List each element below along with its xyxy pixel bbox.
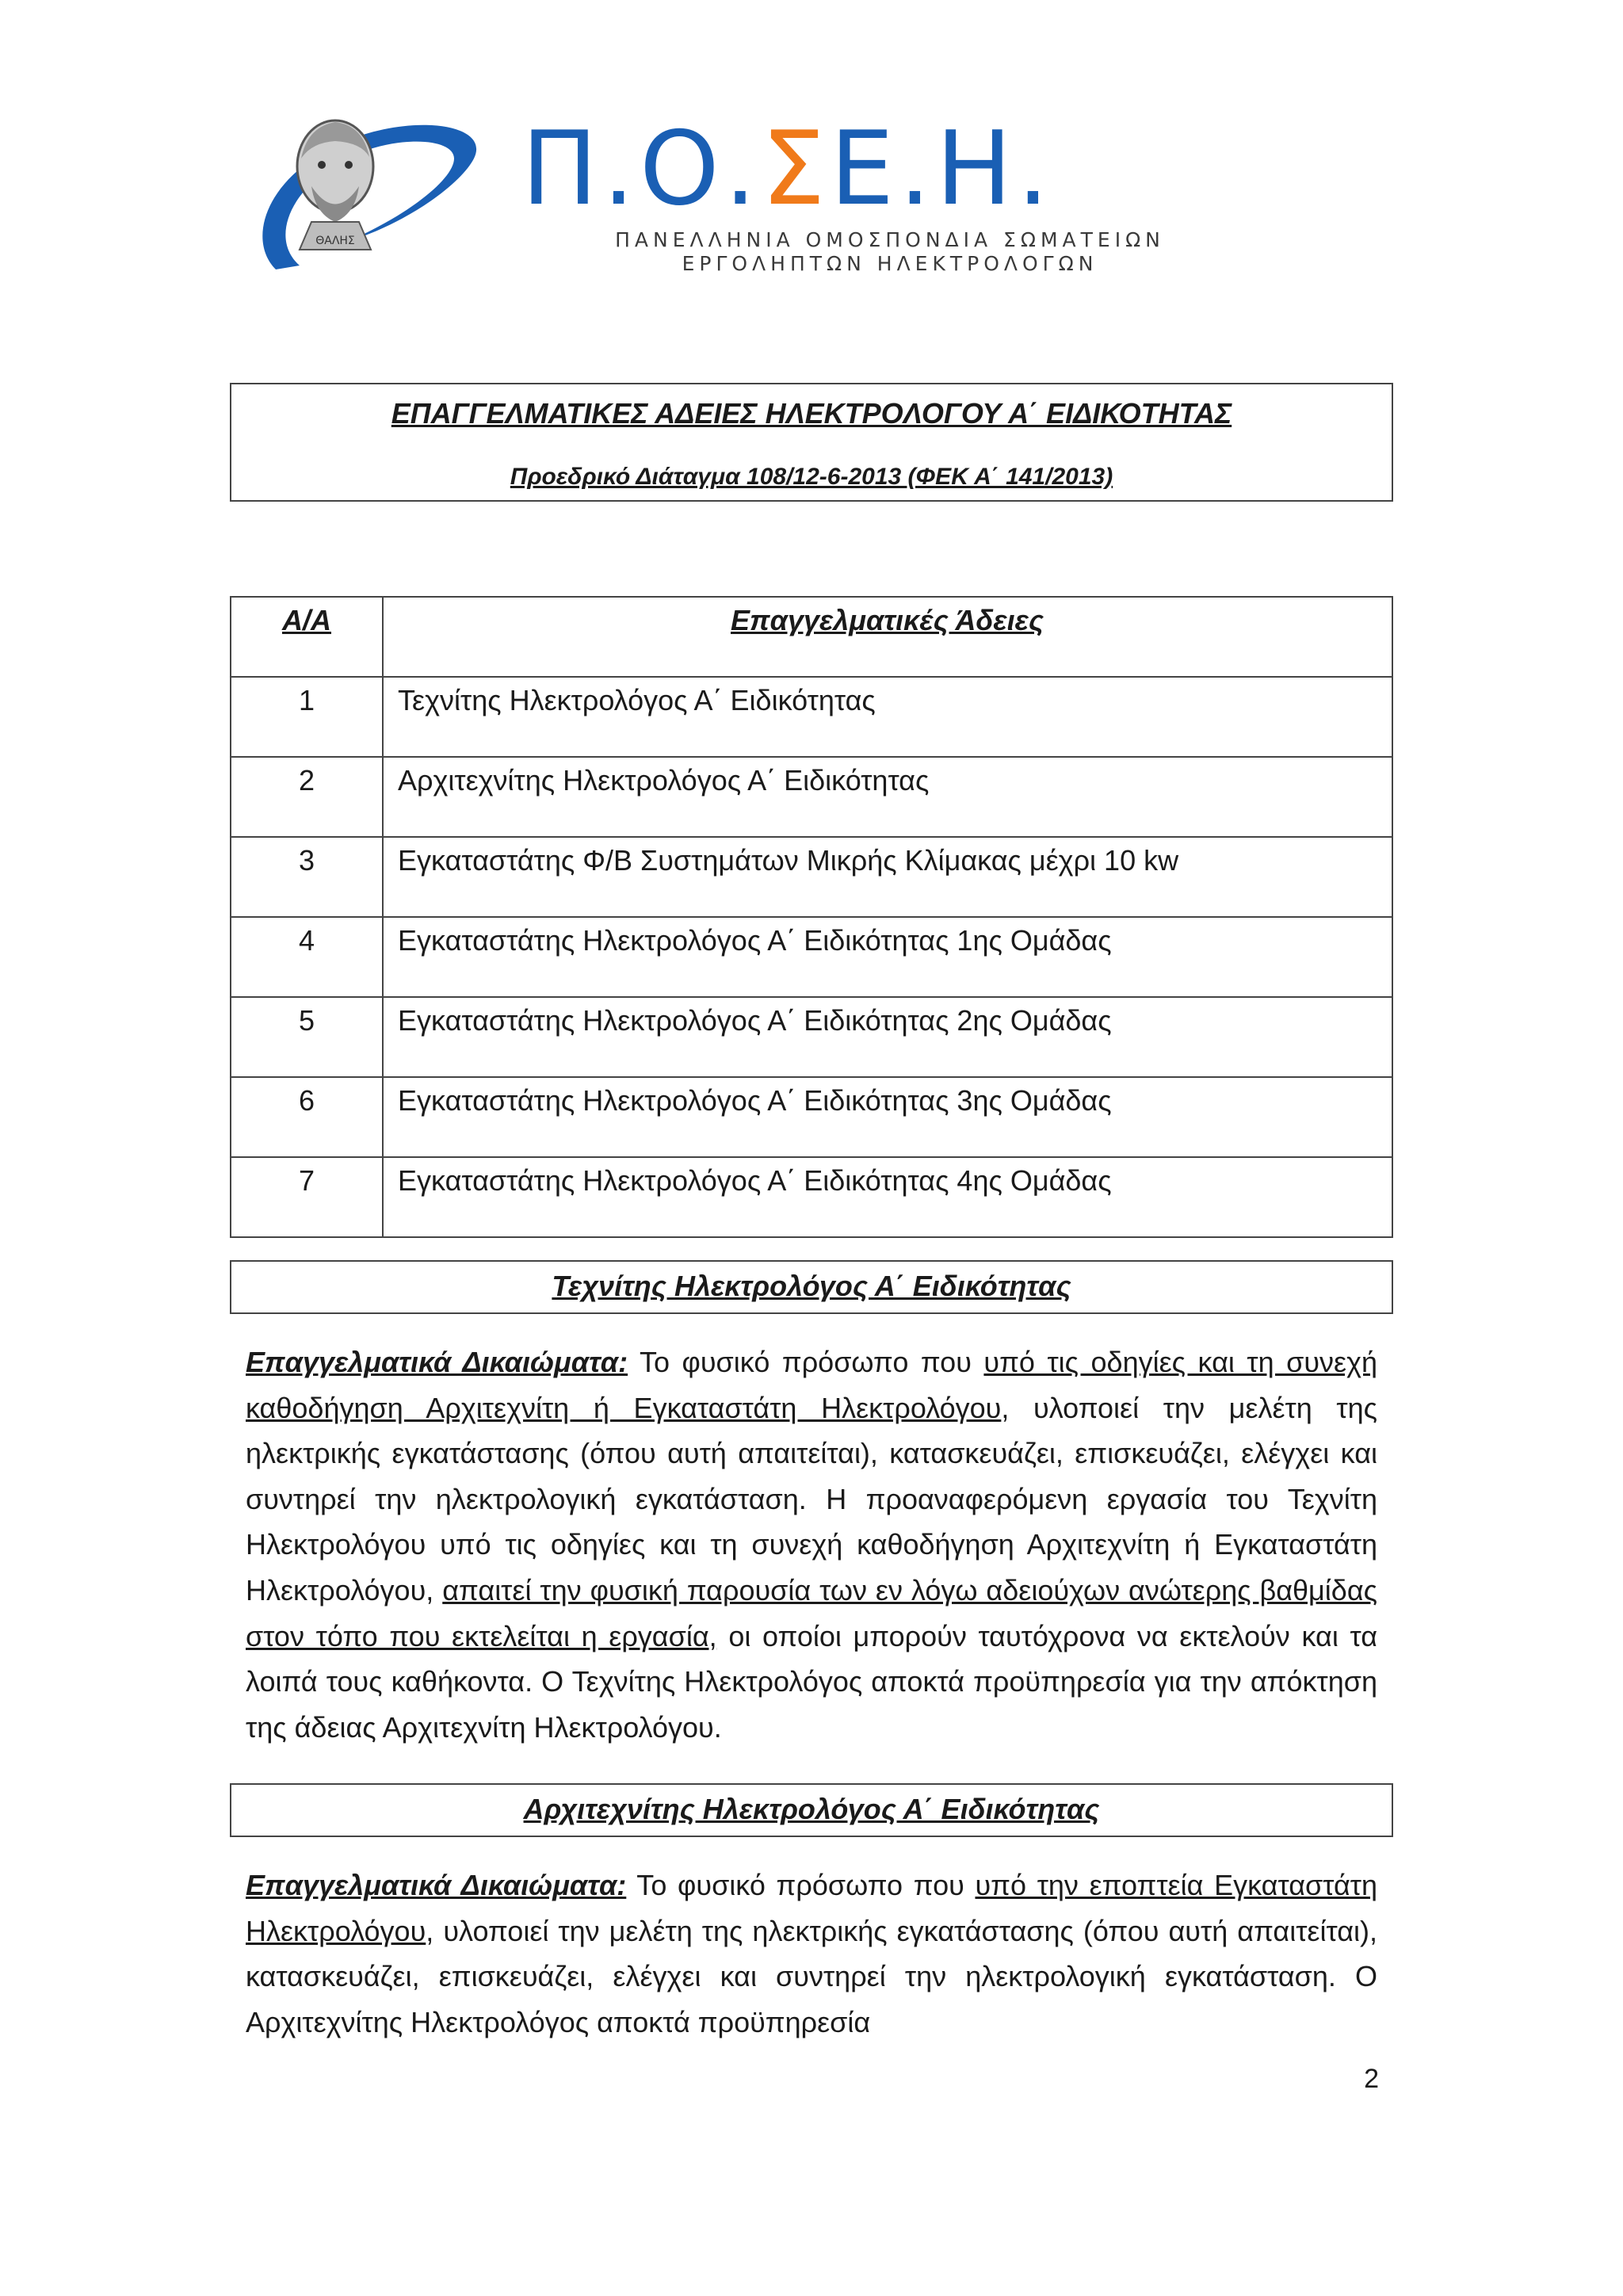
table-row — [231, 1077, 1392, 1157]
column-header-license: Επαγγελματικές Άδειες — [383, 597, 1392, 677]
section-body-technician — [246, 1339, 1377, 1750]
document-title: ΕΠΑΓΓΕΛΜΑΤΙΚΕΣ ΑΔΕΙΕΣ ΗΛΕΚΤΡΟΛΟΓΟΥ Α΄ ΕΙΔΙΚΟΤΗΤΑΣ — [391, 397, 1232, 430]
body-text: Το φυσικό πρόσωπο που — [628, 1346, 984, 1378]
underlined-text: υπό την εποπτεία Εγκαταστάτη Ηλεκτρολόγου — [246, 1869, 1377, 1947]
thales-emblem-logo — [252, 103, 482, 285]
row-license-name: Εγκαταστάτης Ηλεκτρολόγος Α΄ Ειδικότητας 3ης Ομάδας — [383, 1077, 1392, 1157]
table-row — [231, 677, 1392, 757]
brand-subtitle-line2: ΕΡΓΟΛΗΠΤΩΝ ΗΛΕΚΤΡΟΛΟΓΩΝ — [682, 252, 1098, 275]
row-license-name: Εγκαταστάτης Ηλεκτρολόγος Α΄ Ειδικότητας 1ης Ομάδας — [383, 917, 1392, 997]
emblem-label: ΘΑΛΗΣ — [315, 235, 355, 247]
table-header-row — [231, 597, 1392, 677]
table-row — [231, 917, 1392, 997]
brand-block — [521, 110, 1266, 285]
section-body-master-technician — [246, 1862, 1377, 2045]
title-box — [230, 383, 1393, 502]
body-text: οι οποίοι μπορούν ταυτόχρονα να εκτελούν και τα λοιπά τους καθήκοντα. Ο Τεχνίτης Ηλεκτρολόγος αποκτά προϋπηρεσία για την απόκτηση της άδειας Αρχιτεχνίτη Ηλεκτρολόγου. — [246, 1619, 1378, 1744]
row-number: 6 — [231, 1077, 383, 1157]
row-license-name: Τεχνίτης Ηλεκτρολόγος Α΄ Ειδικότητας — [383, 677, 1392, 757]
section-heading-technician: Τεχνίτης Ηλεκτρολόγος Α΄ Ειδικότητας — [230, 1260, 1393, 1314]
row-license-name: Αρχιτεχνίτης Ηλεκτρολόγος Α΄ Ειδικότητας — [383, 757, 1392, 837]
brand-subtitle-line1: ΠΑΝΕΛΛΗΝΙΑ ΟΜΟΣΠΟΝΔΙΑ ΣΩΜΑΤΕΙΩΝ — [615, 228, 1165, 251]
table-row — [231, 757, 1392, 837]
row-number: 7 — [231, 1157, 383, 1237]
document-subtitle: Προεδρικό Διάταγμα 108/12-6-2013 (ΦΕΚ Α΄ 141/2013) — [510, 464, 1113, 490]
row-number: 1 — [231, 677, 383, 757]
table-row — [231, 997, 1392, 1077]
underlined-text: απαιτεί την φυσική παρουσία των εν λόγω αδειούχων ανώτερης βαθμίδας στον τόπο που εκτελείται η εργασία, — [246, 1573, 1377, 1652]
bust-eye-right — [345, 161, 353, 169]
row-number: 4 — [231, 917, 383, 997]
bust-eye-left — [318, 161, 326, 169]
column-header-number: Α/Α — [231, 597, 383, 677]
body-text: , υλοποιεί την μελέτη της ηλεκτρικής εγκατάστασης (όπου αυτή απαιτείται), κατασκευάζει, επισκευάζει, ελέγχει και συντηρεί την ηλεκτρολογική εγκατάσταση. Η προαναφερόμενη εργασία του Τεχνίτη Ηλεκτρολόγου υπό τις οδηγίες και τη συνεχή καθοδήγηση Αρχιτεχνίτη ή Εγκαταστάτη Ηλεκτρολόγου, — [246, 1391, 1377, 1606]
row-license-name: Εγκαταστάτης Ηλεκτρολόγος Α΄ Ειδικότητας 4ης Ομάδας — [383, 1157, 1392, 1237]
row-number: 5 — [231, 997, 383, 1077]
brand-bolt-letter: Σ — [761, 110, 831, 228]
table-row — [231, 1157, 1392, 1237]
body-text: , υλοποιεί την μελέτη της ηλεκτρικής εγκατάστασης (όπου αυτή απαιτείται), κατασκευάζει, επισκευάζει, ελέγχει και συντηρεί την ηλεκτρολογική εγκατάσταση. Ο Αρχιτεχνίτης Ηλεκτρολόγος αποκτά προϋπηρεσία — [246, 1914, 1377, 2038]
underlined-text: υπό τις οδηγίες και τη συνεχή καθοδήγηση Αρχιτεχνίτη ή Εγκαταστάτη Ηλεκτρολόγου — [246, 1346, 1377, 1424]
rights-label: Επαγγελματικά Δικαιώματα: — [246, 1869, 627, 1901]
rights-label: Επαγγελματικά Δικαιώματα: — [246, 1346, 628, 1378]
body-text: Το φυσικό πρόσωπο που — [626, 1869, 976, 1901]
section-heading-master-technician: Αρχιτεχνίτης Ηλεκτρολόγος Α΄ Ειδικότητας — [230, 1783, 1393, 1837]
page-number: 2 — [1364, 2064, 1379, 2094]
row-license-name: Εγκαταστάτης Ηλεκτρολόγος Α΄ Ειδικότητας 2ης Ομάδας — [383, 997, 1392, 1077]
brand-name: Π.Ο.ΣΕ.Η. — [521, 110, 1054, 228]
row-number: 2 — [231, 757, 383, 837]
licenses-table — [230, 596, 1393, 1238]
header-logo — [252, 103, 1266, 285]
row-number: 3 — [231, 837, 383, 917]
row-license-name: Εγκαταστάτης Φ/Β Συστημάτων Μικρής Κλίμακας μέχρι 10 kw — [383, 837, 1392, 917]
table-row — [231, 837, 1392, 917]
